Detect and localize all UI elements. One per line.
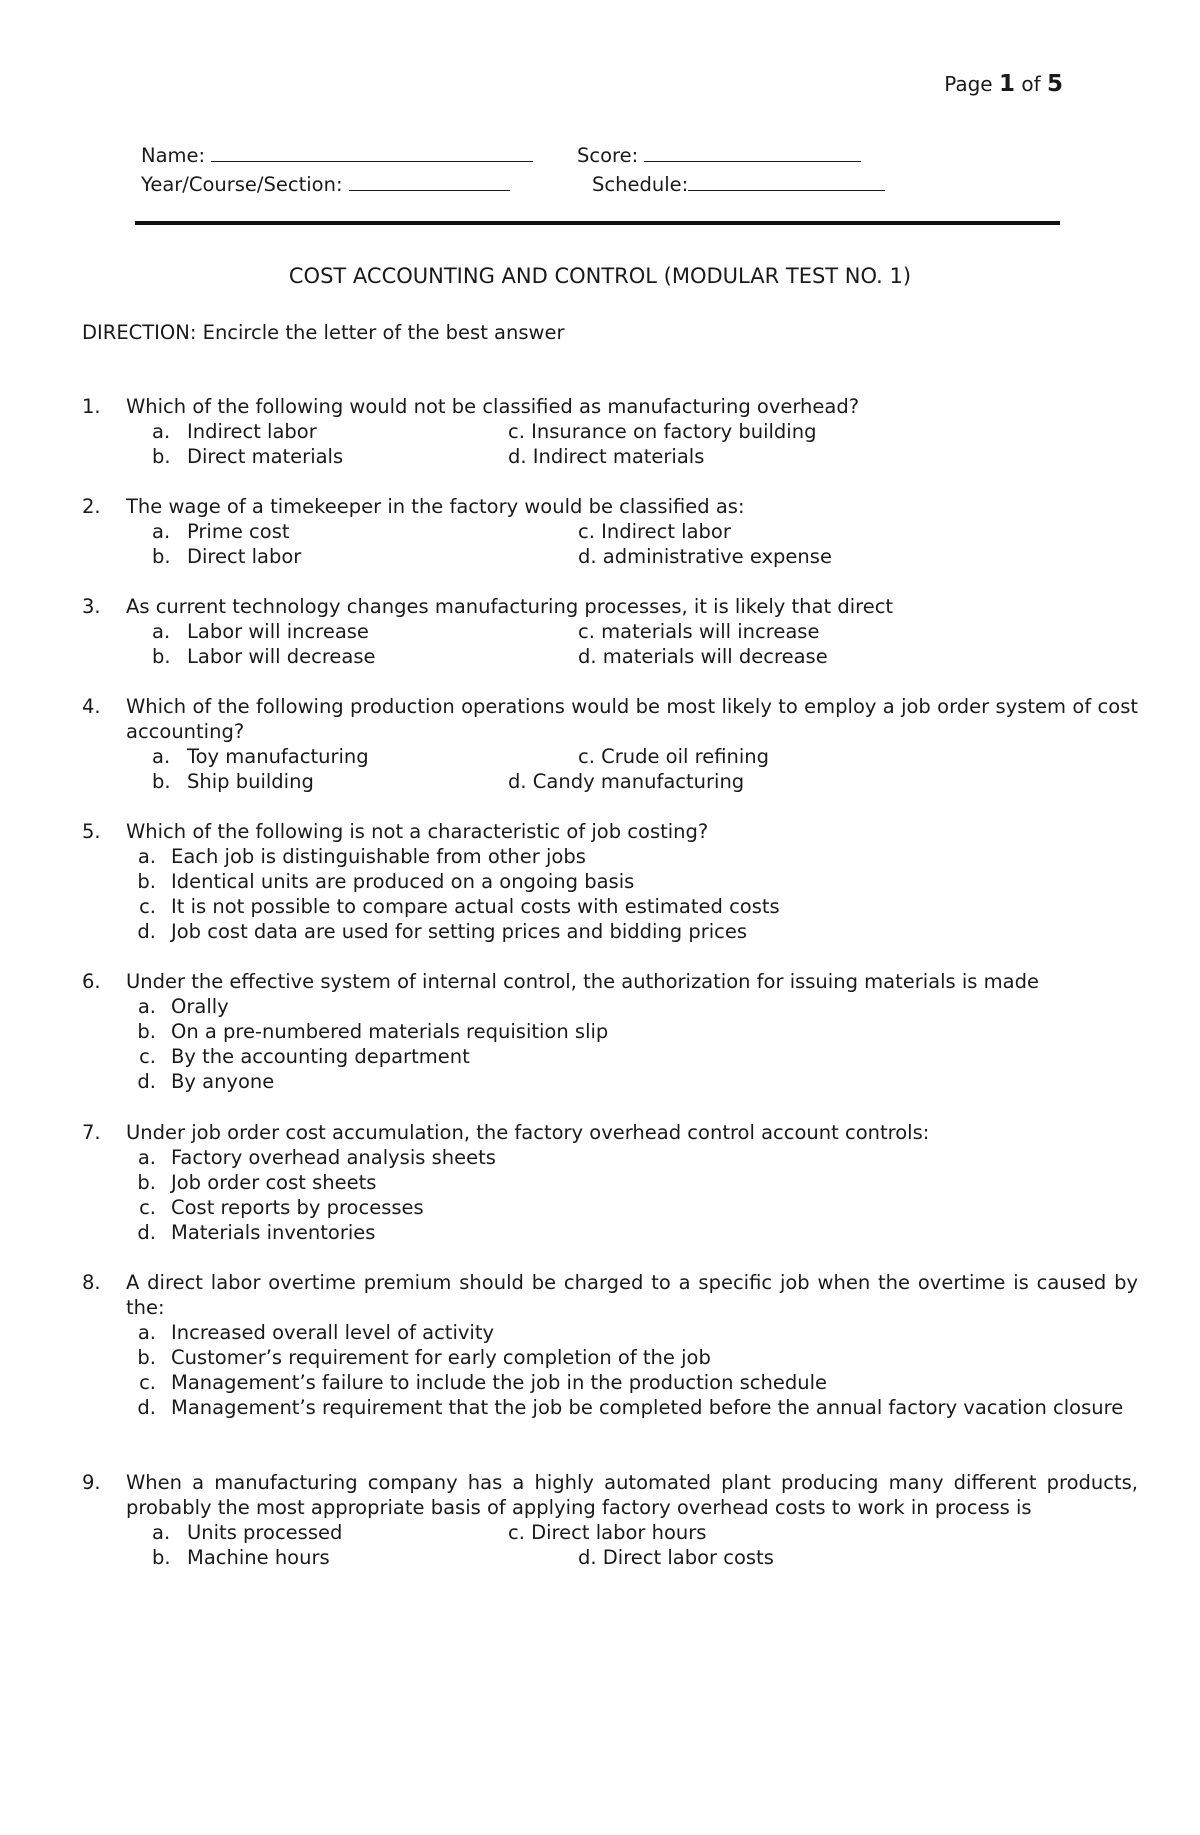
page-current: 1 bbox=[998, 71, 1015, 97]
page-total: 5 bbox=[1046, 71, 1063, 97]
option-d[interactable] bbox=[126, 1395, 1138, 1445]
option-d[interactable]: d. administrative expense bbox=[578, 545, 832, 568]
option-d[interactable]: d. Indirect materials bbox=[508, 445, 705, 468]
options-list bbox=[126, 994, 1138, 1094]
option-c[interactable]: c. Indirect labor bbox=[578, 520, 731, 543]
question-3 bbox=[82, 594, 1138, 669]
question-8 bbox=[82, 1270, 1138, 1445]
year-course-section-label: Year/Course/Section: bbox=[141, 173, 343, 196]
option-c[interactable]: c. Direct labor hours bbox=[508, 1521, 707, 1544]
question-text: When a manufacturing company has a highly automated plant producing many different products, probably the most appropriate basis of applying factory overhead costs to work in process is bbox=[126, 1471, 1138, 1519]
name-blank[interactable] bbox=[211, 142, 533, 162]
question-text: Under the effective system of internal control, the authorization for issuing materials is made bbox=[126, 970, 1039, 993]
question-2 bbox=[82, 494, 1138, 569]
option-c[interactable]: c. Crude oil refining bbox=[578, 745, 770, 768]
option-b-letter[interactable]: b. bbox=[152, 445, 171, 468]
option-text: Identical units are produced on a ongoing basis bbox=[171, 870, 635, 893]
option-letter: c. bbox=[139, 1045, 156, 1068]
option-text: Increased overall level of activity bbox=[171, 1321, 495, 1344]
option-text: It is not possible to compare actual costs with estimated costs bbox=[171, 895, 780, 918]
option-d[interactable]: d. materials will decrease bbox=[578, 645, 828, 668]
option-b[interactable] bbox=[126, 1170, 1138, 1195]
page-of: of bbox=[1021, 72, 1041, 96]
option-text: Cost reports by processes bbox=[171, 1196, 424, 1219]
option-letter: d. bbox=[137, 1221, 156, 1244]
option-b[interactable] bbox=[126, 1019, 1138, 1044]
question-number: 3. bbox=[82, 595, 101, 618]
question-text: Which of the following would not be classified as manufacturing overhead? bbox=[126, 395, 860, 418]
page-number bbox=[944, 72, 1063, 97]
option-c[interactable] bbox=[126, 1370, 1138, 1395]
option-letter: d. bbox=[137, 1070, 156, 1093]
year-course-section-field[interactable] bbox=[141, 171, 510, 197]
question-number: 2. bbox=[82, 495, 101, 518]
option-d[interactable] bbox=[126, 919, 1138, 944]
option-a[interactable]: Indirect labor bbox=[187, 420, 317, 443]
option-letter: a. bbox=[137, 1321, 156, 1344]
option-b[interactable]: Labor will decrease bbox=[187, 645, 376, 668]
option-c[interactable]: c. Insurance on factory building bbox=[508, 420, 817, 443]
question-number: 4. bbox=[82, 695, 101, 718]
options-grid bbox=[82, 1520, 1138, 1570]
header-divider bbox=[135, 221, 1060, 225]
option-a[interactable]: Labor will increase bbox=[187, 620, 369, 643]
options-list bbox=[126, 1320, 1138, 1445]
question-number: 1. bbox=[82, 395, 101, 418]
option-a-letter[interactable]: a. bbox=[152, 620, 171, 643]
option-b[interactable]: Direct materials bbox=[187, 445, 344, 468]
schedule-field[interactable] bbox=[592, 171, 885, 197]
option-text: Customer’s requirement for early completion of the job bbox=[171, 1346, 711, 1369]
option-b-letter[interactable]: b. bbox=[152, 545, 171, 568]
option-a[interactable]: Toy manufacturing bbox=[187, 745, 369, 768]
question-text: As current technology changes manufacturing processes, it is likely that direct bbox=[126, 595, 894, 618]
option-text: Factory overhead analysis sheets bbox=[171, 1146, 496, 1169]
question-5 bbox=[82, 819, 1138, 944]
option-b[interactable]: Direct labor bbox=[187, 545, 302, 568]
option-text: By the accounting department bbox=[171, 1045, 470, 1068]
option-letter: b. bbox=[137, 870, 156, 893]
options-list bbox=[126, 1145, 1138, 1245]
option-text: Job order cost sheets bbox=[171, 1171, 377, 1194]
option-letter: d. bbox=[137, 920, 156, 943]
option-b-letter[interactable]: b. bbox=[152, 1546, 171, 1569]
option-text: On a pre-numbered materials requisition slip bbox=[171, 1020, 609, 1043]
question-number: 9. bbox=[82, 1471, 101, 1494]
option-letter: c. bbox=[139, 895, 156, 918]
option-a[interactable]: Units processed bbox=[187, 1521, 343, 1544]
option-letter: c. bbox=[139, 1196, 156, 1219]
question-text: Which of the following production operations would be most likely to employ a job order system of cost accounting? bbox=[126, 695, 1138, 743]
question-7 bbox=[82, 1120, 1138, 1245]
option-d[interactable] bbox=[126, 1069, 1138, 1094]
option-a[interactable] bbox=[126, 994, 1138, 1019]
option-b[interactable] bbox=[126, 1345, 1138, 1370]
option-a[interactable] bbox=[126, 1145, 1138, 1170]
option-letter: a. bbox=[137, 845, 156, 868]
year-course-section-blank[interactable] bbox=[349, 171, 510, 191]
option-a-letter[interactable]: a. bbox=[152, 520, 171, 543]
question-number: 7. bbox=[82, 1121, 101, 1144]
options-grid bbox=[82, 619, 1138, 669]
question-text: A direct labor overtime premium should be charged to a specific job when the overtime is caused by the: bbox=[126, 1271, 1138, 1319]
option-b-letter[interactable]: b. bbox=[152, 770, 171, 793]
option-letter: a. bbox=[137, 995, 156, 1018]
question-text: Which of the following is not a characteristic of job costing? bbox=[126, 820, 709, 843]
page-prefix: Page bbox=[944, 72, 993, 96]
name-field[interactable] bbox=[141, 142, 533, 168]
name-label: Name: bbox=[141, 144, 206, 167]
option-letter: d. bbox=[137, 1396, 156, 1419]
option-text: Management’s requirement that the job be completed before the annual factory vacation closure bbox=[171, 1396, 1124, 1419]
question-9 bbox=[82, 1470, 1138, 1570]
question-6 bbox=[82, 969, 1138, 1094]
score-label: Score: bbox=[577, 144, 639, 167]
test-title: COST ACCOUNTING AND CONTROL (MODULAR TEST NO. 1) bbox=[288, 264, 912, 288]
option-letter: a. bbox=[137, 1146, 156, 1169]
option-text: Materials inventories bbox=[171, 1221, 376, 1244]
question-number: 8. bbox=[82, 1271, 101, 1294]
option-letter: b. bbox=[137, 1171, 156, 1194]
option-d[interactable] bbox=[126, 1220, 1138, 1245]
question-number: 6. bbox=[82, 970, 101, 993]
option-b[interactable]: Machine hours bbox=[187, 1546, 330, 1569]
option-a-letter[interactable]: a. bbox=[152, 420, 171, 443]
options-list bbox=[126, 844, 1138, 944]
option-d[interactable]: d. Candy manufacturing bbox=[508, 770, 745, 793]
options-grid bbox=[82, 519, 1138, 569]
option-text: Orally bbox=[171, 995, 229, 1018]
options-grid bbox=[82, 744, 1138, 794]
score-field[interactable] bbox=[577, 142, 861, 168]
option-a-letter[interactable]: a. bbox=[152, 1521, 171, 1544]
question-1 bbox=[82, 394, 1138, 469]
schedule-blank[interactable] bbox=[688, 171, 885, 191]
option-text: Management’s failure to include the job in the production schedule bbox=[171, 1371, 828, 1394]
option-letter: b. bbox=[137, 1346, 156, 1369]
option-a[interactable] bbox=[126, 1320, 1138, 1345]
option-letter: b. bbox=[137, 1020, 156, 1043]
question-number: 5. bbox=[82, 820, 101, 843]
question-text: The wage of a timekeeper in the factory would be classified as: bbox=[126, 495, 745, 518]
option-c[interactable]: c. materials will increase bbox=[578, 620, 820, 643]
option-text: Job cost data are used for setting prices and bidding prices bbox=[171, 920, 748, 943]
direction-text: DIRECTION: Encircle the letter of the best answer bbox=[82, 321, 565, 344]
score-blank[interactable] bbox=[644, 142, 861, 162]
question-text: Under job order cost accumulation, the factory overhead control account controls: bbox=[126, 1121, 930, 1144]
options-grid bbox=[82, 419, 1138, 469]
option-c[interactable] bbox=[126, 1044, 1138, 1069]
option-c[interactable] bbox=[126, 894, 1138, 919]
option-text: Each job is distinguishable from other jobs bbox=[171, 845, 586, 868]
option-a[interactable] bbox=[126, 844, 1138, 869]
option-b[interactable] bbox=[126, 869, 1138, 894]
schedule-label: Schedule: bbox=[592, 173, 689, 196]
option-c[interactable] bbox=[126, 1195, 1138, 1220]
option-b-letter[interactable]: b. bbox=[152, 645, 171, 668]
question-4 bbox=[82, 694, 1138, 794]
option-a-letter[interactable]: a. bbox=[152, 745, 171, 768]
option-d[interactable]: d. Direct labor costs bbox=[578, 1546, 774, 1569]
option-text: By anyone bbox=[171, 1070, 275, 1093]
option-a[interactable]: Prime cost bbox=[187, 520, 290, 543]
option-b[interactable]: Ship building bbox=[187, 770, 314, 793]
option-letter: c. bbox=[139, 1371, 156, 1394]
